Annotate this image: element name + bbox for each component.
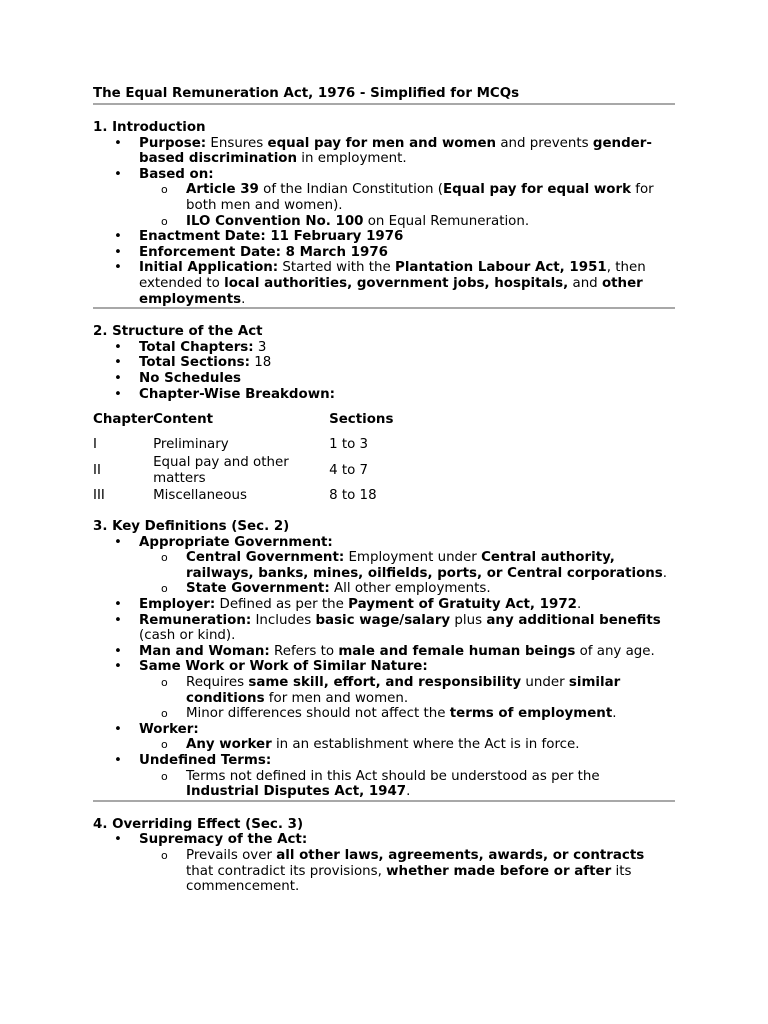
section-heading-structure: 2. Structure of the Act: [93, 324, 263, 340]
table-cell: 4 to 7: [329, 462, 369, 478]
list-item-worker: • Worker: o Any worker in an establishment where the Act is in force.: [93, 722, 675, 753]
chapter-breakdown-table: [93, 404, 399, 504]
section-heading-definitions: 3. Key Definitions (Sec. 2): [93, 519, 290, 535]
introduction-list: [93, 136, 675, 308]
definitions-list: [93, 535, 675, 800]
list-item-man-and-woman: • Man and Woman: Refers to male and female human beings of any age.: [93, 644, 675, 660]
list-item-enactment-date: • Enactment Date: 11 February 1976: [93, 229, 675, 245]
list-item-total-chapters: • Total Chapters: 3: [93, 340, 675, 356]
document-title: The Equal Remuneration Act, 1976 - Simplified for MCQs: [93, 86, 520, 101]
table-cell: III: [93, 487, 105, 503]
overriding-effect-list: [93, 832, 675, 894]
sublist-item-industrial-disputes: o Terms not defined in this Act should be understood as per the Industrial Disputes Act, 1947.: [93, 769, 675, 800]
table-header-row: [93, 404, 399, 436]
sublist-item-prevails-over: o Prevails over all other laws, agreements, awards, or contracts that contradict its provisions, whether made before or after its commencement.: [93, 848, 675, 895]
table-header-content: Content: [153, 412, 214, 428]
supremacy-sublist: [139, 848, 675, 895]
undefined-terms-sublist: [139, 769, 675, 800]
table-header-sections: Sections: [329, 412, 394, 428]
section-heading-introduction: 1. Introduction: [93, 120, 206, 135]
list-item-remuneration: • Remuneration: Includes basic wage/salary plus any additional benefits (cash or kind).: [93, 613, 675, 644]
table-cell: 1 to 3: [329, 437, 369, 453]
table-cell: 8 to 18: [329, 487, 377, 503]
table-cell: Miscellaneous: [153, 487, 247, 503]
table-cell: Equal pay and other matters: [153, 455, 289, 486]
sublist-item-requires: o Requires same skill, effort, and responsibility under similar conditions for men and women.: [93, 675, 675, 706]
section-heading-overriding-effect: 4. Overriding Effect (Sec. 3): [93, 816, 304, 832]
sublist-item-central-government: o Central Government: Employment under Central authority, railways, banks, mines, oilfields, ports, or Central corporations.: [93, 550, 675, 581]
same-work-sublist: [139, 675, 675, 722]
list-item-same-work: • Same Work or Work of Similar Nature: o Requires same skill, effort, and responsibility under similar conditions for men and women. o Minor differences should not affect the terms of employment.: [93, 659, 675, 721]
list-item-chapter-breakdown: • Chapter-Wise Breakdown:: [93, 387, 675, 403]
sublist-item-article-39: o Article 39 of the Indian Constitution (Equal pay for equal work for both men and women).: [93, 182, 675, 213]
list-item-initial-application: • Initial Application: Started with the Plantation Labour Act, 1951, then extended to local authorities, government jobs, hospitals, and other employments.: [93, 260, 675, 307]
list-item-employer: • Employer: Defined as per the Payment of Gratuity Act, 1972.: [93, 597, 675, 613]
document-body: [93, 86, 675, 895]
list-item-total-sections: • Total Sections: 18: [93, 355, 675, 371]
structure-list: [93, 340, 675, 402]
list-item-supremacy: • Supremacy of the Act: o Prevails over all other laws, agreements, awards, or contracts that contradict its provisions, whether made before or after its commencement.: [93, 832, 675, 894]
table-row: [93, 487, 399, 504]
list-item-undefined-terms: • Undefined Terms: o Terms not defined in this Act should be understood as per the Industrial Disputes Act, 1947.: [93, 753, 675, 800]
appropriate-government-sublist: [139, 550, 675, 597]
worker-sublist: [139, 737, 675, 753]
table-cell: I: [93, 437, 97, 453]
table-cell: Preliminary: [153, 437, 229, 453]
sublist-item-minor-differences: o Minor differences should not affect the terms of employment.: [93, 706, 675, 722]
table-row: [93, 454, 399, 487]
list-item-no-schedules: • No Schedules: [93, 371, 675, 387]
sublist-item-any-worker: o Any worker in an establishment where the Act is in force.: [93, 737, 675, 753]
sublist-item-state-government: o State Government: All other employments.: [93, 581, 675, 597]
based-on-sublist: [139, 182, 675, 229]
table-cell: II: [93, 462, 101, 478]
sublist-item-ilo-convention: o ILO Convention No. 100 on Equal Remuneration.: [93, 214, 675, 230]
list-item-based-on: • Based on: o Article 39 of the Indian Constitution (Equal pay for equal work for both men and women). o ILO Convention No. 100 on Equal Remuneration.: [93, 167, 675, 229]
table-row: [93, 436, 399, 454]
list-item-enforcement-date: • Enforcement Date: 8 March 1976: [93, 245, 675, 261]
list-item-purpose: • Purpose: Ensures equal pay for men and women and prevents gender-based discrimination in employment.: [93, 136, 675, 167]
list-item-appropriate-government: • Appropriate Government: o Central Government: Employment under Central authority, railways, banks, mines, oilfields, ports, or Central corporations. o State Government: All other employments.: [93, 535, 675, 597]
table-header-chapter: Chapter: [93, 412, 154, 428]
